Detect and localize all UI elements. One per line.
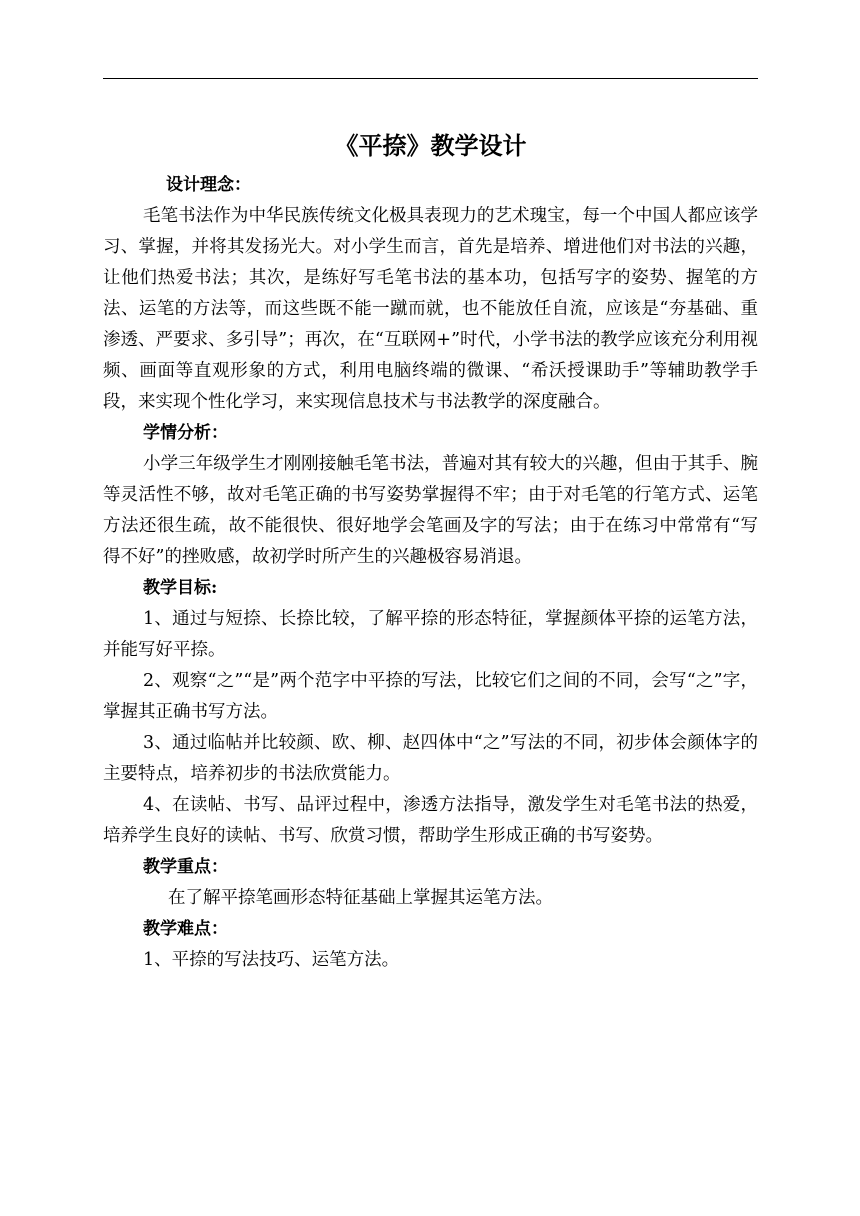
document-body [103,128,758,976]
section-design-concept [103,170,758,418]
paragraph: 毛笔书法作为中华民族传统文化极具表现力的艺术瑰宝，每一个中国人都应该学习、掌握，并将其发扬光大。对小学生而言，首先是培养、增进他们对书法的兴趣，让他们热爱书法；其次，是练好写毛笔书法的基本功，包括写字的姿势、握笔的方法、运笔的方法等，而这些既不能一蹴而就，也不能放任自流，应该是“夯基础、重渗透、严要求、多引导”；再次，在“互联网+”时代，小学书法的教学应该充分利用视频、画面等直观形象的方式，利用电脑终端的微课、“希沃授课助手”等辅助教学手段，来实现个性化学习，来实现信息技术与书法教学的深度融合。 [103,206,758,412]
section-heading: 教学重点： [143,857,228,877]
section-heading: 教学目标: [143,578,218,598]
section-heading: 设计理念： [166,175,251,195]
section-learner-analysis [103,418,758,573]
goal-item-1: 1、通过与短捺、长捺比较，了解平捺的形态特征，掌握颜体平捺的运笔方法，并能写好平捺。 [103,609,758,660]
section-heading: 教学难点： [143,919,228,939]
paragraph: 在了解平捺笔画形态特征基础上掌握其运笔方法。 [168,888,553,908]
paragraph: 小学三年级学生才刚刚接触毛笔书法，普遍对其有较大的兴趣，但由于其手、腕等灵活性不够，故对毛笔正确的书写姿势掌握得不牢；由于对毛笔的行笔方式、运笔方法还很生疏，故不能很快、很好地学会笔画及字的写法；由于在练习中常常有“写得不好”的挫败感，故初学时所产生的兴趣极容易消退。 [103,454,758,567]
header-rule [103,78,758,79]
section-heading: 学情分析： [143,423,228,443]
section-difficult-points [103,914,758,976]
document-title: 《平捺》教学设计 [334,131,527,160]
section-teaching-goals [103,573,758,852]
goal-item-4: 4、在读帖、书写、品评过程中，渗透方法指导，激发学生对毛笔书法的热爱，培养学生良好的读帖、书写、欣赏习惯，帮助学生形成正确的书写姿势。 [103,795,758,846]
goal-item-2: 2、观察“之”“是”两个范字中平捺的写法，比较它们之间的不同，会写“之”字，掌握其正确书写方法。 [103,671,758,722]
goal-item-3: 3、通过临帖并比较颜、欧、柳、赵四体中“之”写法的不同，初步体会颜体字的主要特点，培养初步的书法欣赏能力。 [103,733,758,784]
section-key-points [103,852,758,914]
paragraph: 1、平捺的写法技巧、运笔方法。 [143,950,400,970]
